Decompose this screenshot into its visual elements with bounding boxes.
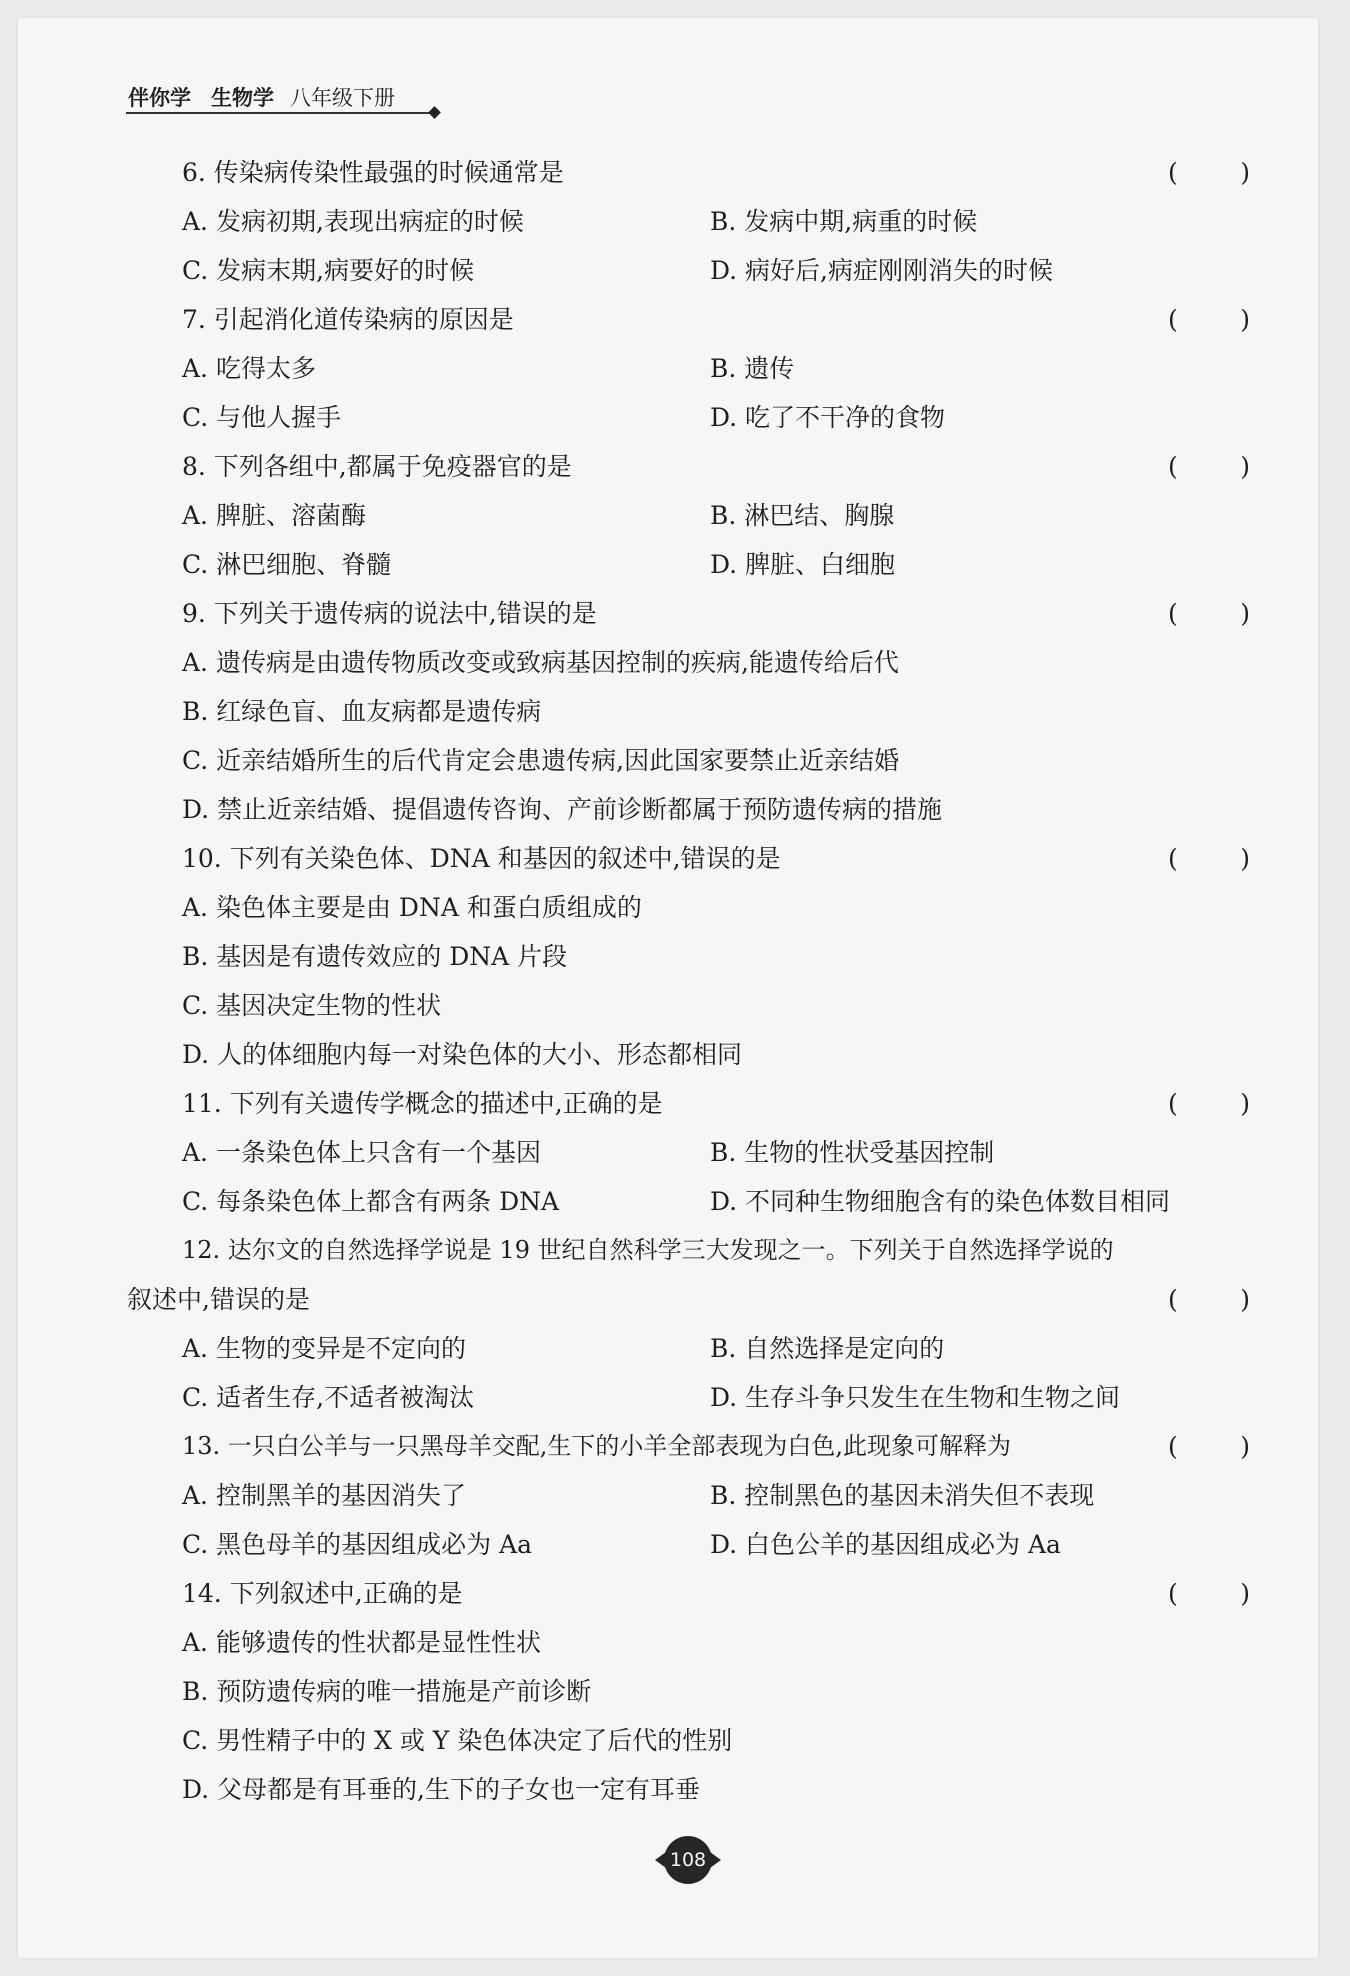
question-8-option-a: A. 脾脏、溶菌酶 <box>182 501 366 530</box>
question-11-stem: 11. 下列有关遗传学概念的描述中,正确的是 <box>182 1089 663 1118</box>
question-11-option-d: D. 不同种生物细胞含有的染色体数目相同 <box>710 1187 1171 1216</box>
page-number-badge: 108 <box>664 1836 712 1884</box>
answer-bracket-13: ( ) <box>1168 1432 1250 1461</box>
question-10-option-a: A. 染色体主要是由 DNA 和蛋白质组成的 <box>182 893 642 922</box>
question-7-option-b: B. 遗传 <box>710 354 795 383</box>
question-14-option-c: C. 男性精子中的 X 或 Y 染色体决定了后代的性别 <box>182 1726 733 1755</box>
question-9-option-d: D. 禁止近亲结婚、提倡遗传咨询、产前诊断都属于预防遗传病的措施 <box>182 795 943 824</box>
question-12-option-b: B. 自然选择是定向的 <box>710 1334 945 1363</box>
book-brand: 伴你学 <box>128 86 191 110</box>
question-12-stem: 12. 达尔文的自然选择学说是 19 世纪自然科学三大发现之一。下列关于自然选择学说的 <box>182 1236 1114 1264</box>
question-8-stem: 8. 下列各组中,都属于免疫器官的是 <box>182 452 572 481</box>
book-subject: 生物学 <box>211 86 274 110</box>
question-14-stem: 14. 下列叙述中,正确的是 <box>182 1579 463 1608</box>
question-9-option-b: B. 红绿色盲、血友病都是遗传病 <box>182 697 542 726</box>
question-7-stem: 7. 引起消化道传染病的原因是 <box>182 305 514 334</box>
question-10-option-d: D. 人的体细胞内每一对染色体的大小、形态都相同 <box>182 1040 743 1069</box>
question-9-option-c: C. 近亲结婚所生的后代肯定会患遗传病,因此国家要禁止近亲结婚 <box>182 746 900 775</box>
question-9-option-a: A. 遗传病是由遗传物质改变或致病基因控制的疾病,能遗传给后代 <box>182 648 899 677</box>
book-grade: 八年级下册 <box>290 86 395 110</box>
answer-bracket-8: ( ) <box>1168 452 1250 481</box>
question-8-option-d: D. 脾脏、白细胞 <box>710 550 896 579</box>
question-7-option-a: A. 吃得太多 <box>182 354 316 383</box>
answer-bracket-9: ( ) <box>1168 599 1250 628</box>
question-12-option-c: C. 适者生存,不适者被淘汰 <box>182 1383 475 1412</box>
question-7-option-d: D. 吃了不干净的食物 <box>710 403 946 432</box>
answer-bracket-6: ( ) <box>1168 158 1250 187</box>
answer-bracket-14: ( ) <box>1168 1579 1250 1608</box>
question-11-option-b: B. 生物的性状受基因控制 <box>710 1138 995 1167</box>
question-10-option-c: C. 基因决定生物的性状 <box>182 991 442 1020</box>
question-6-option-b: B. 发病中期,病重的时候 <box>710 207 978 236</box>
header-rule <box>126 112 432 114</box>
question-13-option-c: C. 黑色母羊的基因组成必为 Aa <box>182 1530 533 1559</box>
question-14-option-b: B. 预防遗传病的唯一措施是产前诊断 <box>182 1677 592 1706</box>
question-6-option-c: C. 发病末期,病要好的时候 <box>182 256 475 285</box>
answer-bracket-11: ( ) <box>1168 1089 1250 1118</box>
question-8-option-b: B. 淋巴结、胸腺 <box>710 501 895 530</box>
question-8-option-c: C. 淋巴细胞、脊髓 <box>182 550 392 579</box>
question-7-option-c: C. 与他人握手 <box>182 403 342 432</box>
question-14-option-d: D. 父母都是有耳垂的,生下的子女也一定有耳垂 <box>182 1775 700 1804</box>
question-13-stem: 13. 一只白公羊与一只黑母羊交配,生下的小羊全部表现为白色,此现象可解释为 <box>182 1432 1012 1460</box>
question-11-option-a: A. 一条染色体上只含有一个基因 <box>182 1138 541 1167</box>
question-14-option-a: A. 能够遗传的性状都是显性性状 <box>182 1628 541 1657</box>
page-header <box>128 82 395 112</box>
question-9-stem: 9. 下列关于遗传病的说法中,错误的是 <box>182 599 597 628</box>
question-12-option-d: D. 生存斗争只发生在生物和生物之间 <box>710 1383 1121 1412</box>
question-6-option-d: D. 病好后,病症刚刚消失的时候 <box>710 256 1053 285</box>
answer-bracket-10: ( ) <box>1168 844 1250 873</box>
question-13-option-b: B. 控制黑色的基因未消失但不表现 <box>710 1481 1095 1510</box>
question-6-option-a: A. 发病初期,表现出病症的时候 <box>182 207 524 236</box>
question-6-stem: 6. 传染病传染性最强的时候通常是 <box>182 158 564 187</box>
question-10-option-b: B. 基因是有遗传效应的 DNA 片段 <box>182 942 568 971</box>
answer-bracket-12: ( ) <box>1168 1285 1250 1314</box>
question-13-option-a: A. 控制黑羊的基因消失了 <box>182 1481 466 1510</box>
answer-bracket-7: ( ) <box>1168 305 1250 334</box>
question-12-option-a: A. 生物的变异是不定向的 <box>182 1334 466 1363</box>
question-11-option-c: C. 每条染色体上都含有两条 DNA <box>182 1187 560 1216</box>
question-12-stem-continued: 叙述中,错误的是 <box>127 1285 310 1314</box>
question-10-stem: 10. 下列有关染色体、DNA 和基因的叙述中,错误的是 <box>182 844 781 873</box>
question-13-option-d: D. 白色公羊的基因组成必为 Aa <box>710 1530 1061 1559</box>
